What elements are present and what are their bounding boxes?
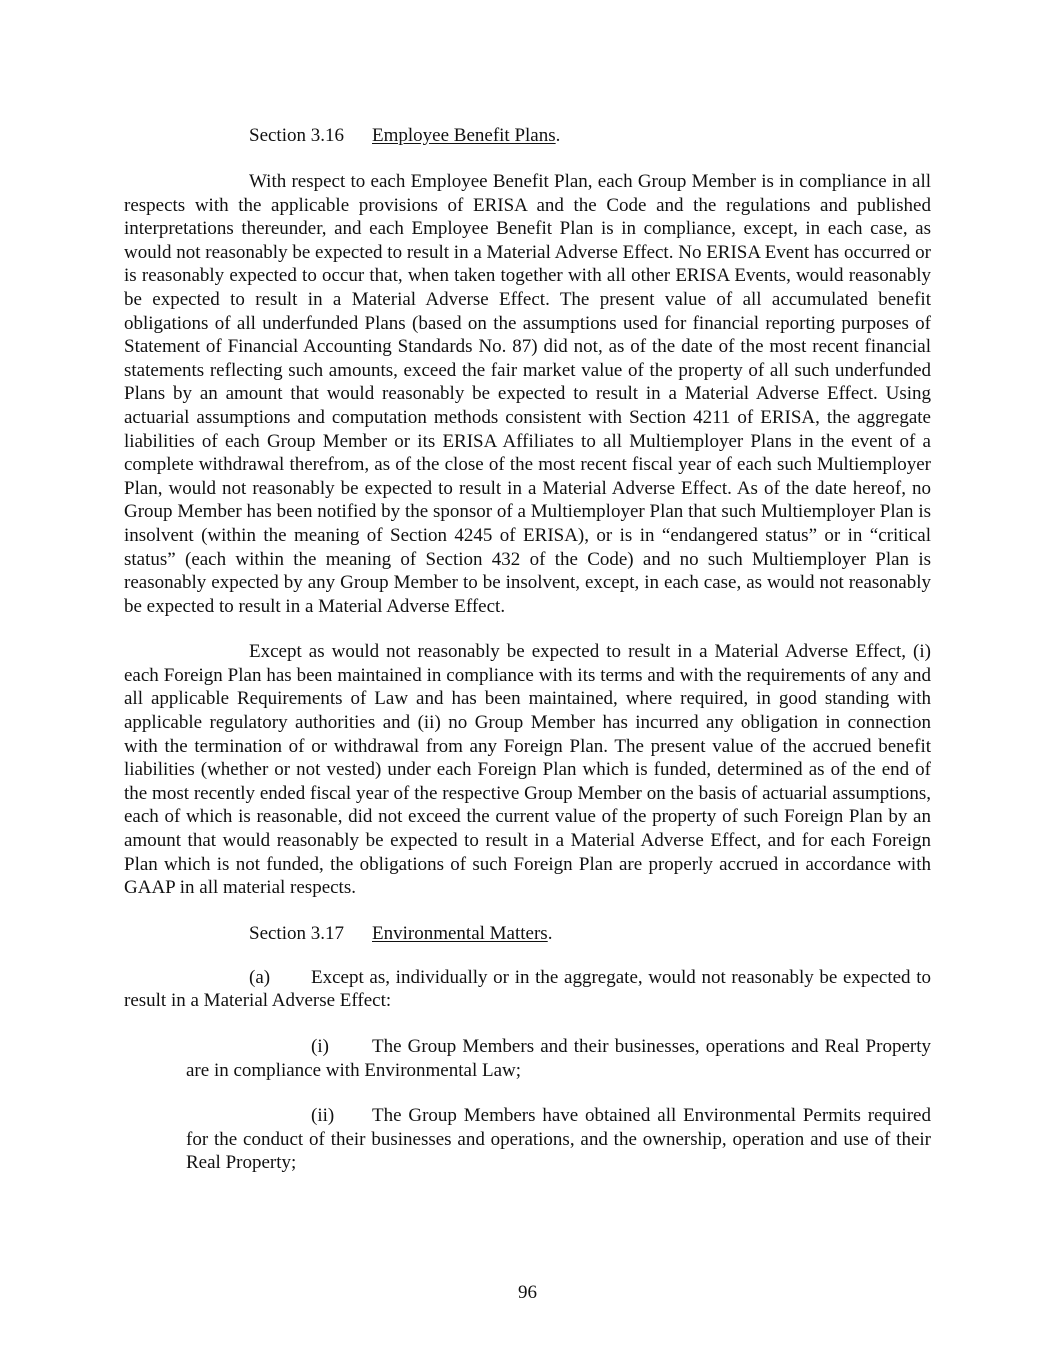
section-3-16-heading bbox=[124, 124, 931, 148]
section-3-16-title: Employee Benefit Plans bbox=[372, 125, 556, 146]
clause-a bbox=[124, 966, 931, 1013]
clause-i bbox=[186, 1035, 931, 1082]
employee-benefit-paragraph-2: Except as would not reasonably be expected to result in a Material Adverse Effect, (i) each Foreign Plan has been maintained in compliance with its terms and with the requirements of any and all applicable Requirements of Law and has been maintained, where required, in good standing with applicable regulatory authorities and (ii) no Group Member has incurred any obligation in connection with the termination of or withdrawal from any Foreign Plan. The present value of the accrued benefit liabilities (whether or not vested) under each Foreign Plan which is funded, determined as of the end of the most recently ended fiscal year of the respective Group Member on the basis of actuarial assumptions, each of which is reasonable, did not exceed the current value of the property of such Foreign Plan by an amount that would reasonably be expected to result in a Material Adverse Effect, and for each Foreign Plan which is not funded, the obligations of such Foreign Plan are properly accrued in accordance with GAAP in all material respects. bbox=[124, 641, 931, 899]
document-page bbox=[124, 124, 931, 1175]
section-3-17-title: Environmental Matters bbox=[372, 922, 548, 944]
section-3-16-number: Section 3.16 bbox=[249, 125, 344, 146]
clause-ii-label: (ii) bbox=[311, 1105, 335, 1127]
section-3-16-title-punct: . bbox=[555, 125, 561, 146]
section-3-17-heading bbox=[124, 922, 931, 946]
clause-i-label: (i) bbox=[311, 1036, 329, 1057]
section-3-17-number: Section 3.17 bbox=[249, 922, 344, 944]
clause-a-label: (a) bbox=[249, 966, 271, 988]
section-3-17-title-punct: . bbox=[547, 922, 553, 944]
page-number: 96 bbox=[518, 1282, 537, 1303]
clause-ii bbox=[186, 1104, 931, 1175]
clause-i-text: The Group Members and their businesses, operations and Real Property are in compliance with Environmental Law; bbox=[186, 1036, 931, 1081]
employee-benefit-paragraph-1: With respect to each Employee Benefit Plan, each Group Member is in compliance in all respects with the applicable provisions of ERISA and the Code and the regulations and published interpretations thereunder, and each Employee Benefit Plan is in compliance, except, in each case, as would not reasonably be expected to result in a Material Adverse Effect. No ERISA Event has occurred or is reasonably expected to occur that, when taken together with all other ERISA Events, would reasonably be expected to result in a Material Adverse Effect. The present value of all accumulated benefit obligations of all underfunded Plans (based on the assumptions used for financial reporting purposes of Statement of Financial Accounting Standards No. 87) did not, as of the date of the most recent financial statements reflecting such amounts, exceed the fair market value of the property of all such underfunded Plans by an amount that would reasonably be expected to result in a Material Adverse Effect. Using actuarial assumptions and computation methods consistent with Section 4211 of ERISA, the aggregate liabilities of each Group Member or its ERISA Affiliates to all Multiemployer Plans in the event of a complete withdrawal therefrom, as of the close of the most recent fiscal year of each such Multiemployer Plan, would not reasonably be expected to result in a Material Adverse Effect. As of the date hereof, no Group Member has been notified by the sponsor of a Multiemployer Plan that such Multiemployer Plan is insolvent (within the meaning of Section 4245 of ERISA), or is in “endangered status” or in “critical status” (each within the meaning of Section 432 of the Code) and no such Multiemployer Plan is reasonably expected by any Group Member to be insolvent, except, in each case, as would not reasonably be expected to result in a Material Adverse Effect. bbox=[124, 171, 931, 617]
clause-ii-text: The Group Members have obtained all Environmental Permits required for the conduct of their businesses and operations, and the ownership, operation and use of their Real Property; bbox=[186, 1105, 931, 1174]
clause-a-text: Except as, individually or in the aggregate, would not reasonably be expected to result in a Material Adverse Effect: bbox=[124, 966, 931, 1012]
